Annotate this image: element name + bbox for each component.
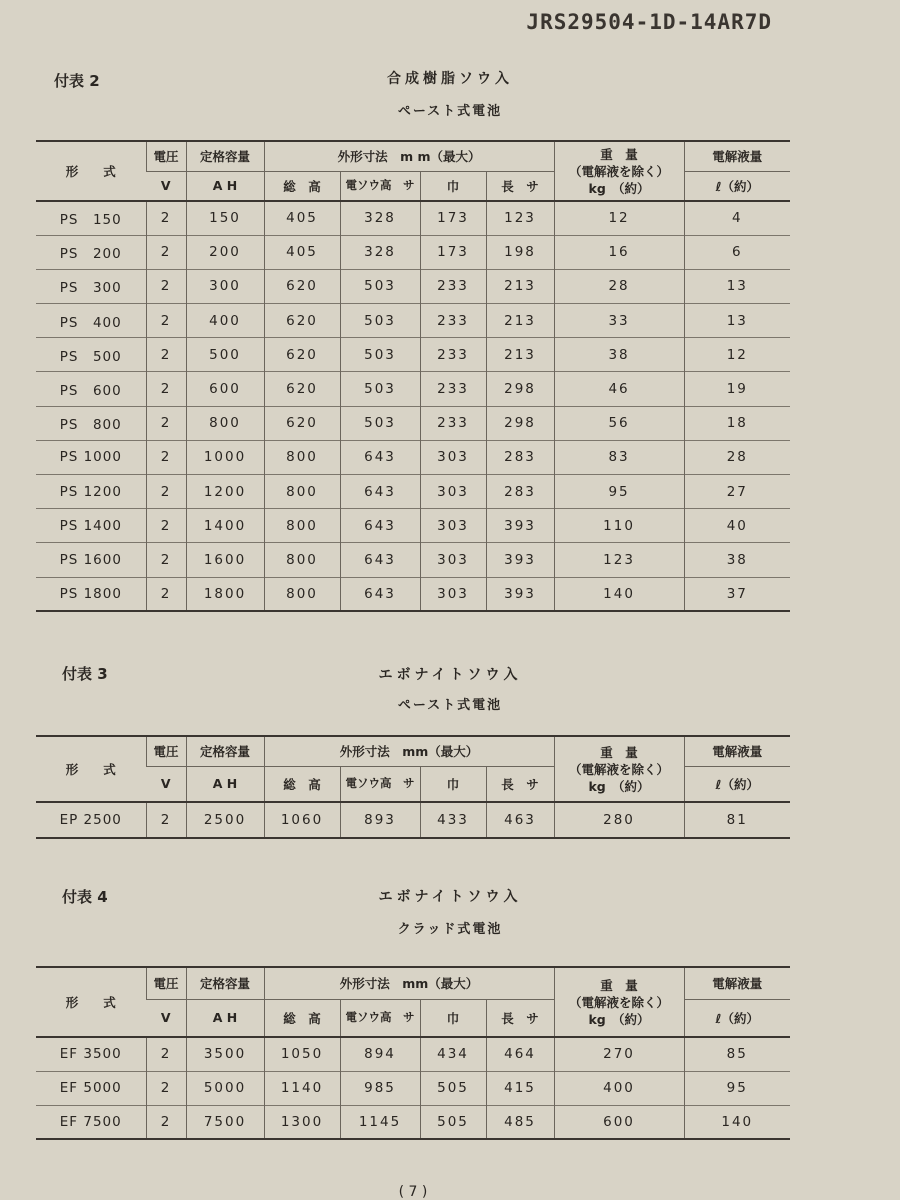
cell-electrolyte: 95 <box>684 1071 790 1105</box>
cell-electrolyte: 18 <box>684 406 790 440</box>
header-capacity-unit: A H <box>186 999 264 1037</box>
header-electrolyte: 電解液量 <box>684 736 790 766</box>
cell-width: 233 <box>420 269 486 303</box>
cell-voltage: 2 <box>146 304 186 338</box>
cell-total-height: 1050 <box>264 1037 340 1071</box>
cell-electrolyte: 6 <box>684 235 790 269</box>
cell-total-height: 1300 <box>264 1105 340 1139</box>
cell-model: PS 600 <box>36 372 146 406</box>
cell-case-height: 643 <box>340 440 420 474</box>
cell-case-height: 643 <box>340 577 420 611</box>
cell-capacity: 200 <box>186 235 264 269</box>
cell-width: 303 <box>420 577 486 611</box>
cell-width: 233 <box>420 304 486 338</box>
cell-voltage: 2 <box>146 440 186 474</box>
header-capacity-unit: A H <box>186 766 264 802</box>
header-total-height: 総 高 <box>264 171 340 201</box>
cell-electrolyte: 13 <box>684 304 790 338</box>
cell-electrolyte: 12 <box>684 338 790 372</box>
cell-weight: 123 <box>554 543 684 577</box>
cell-length: 213 <box>486 304 554 338</box>
cell-case-height: 643 <box>340 543 420 577</box>
header-weight <box>554 967 684 1037</box>
table-row <box>36 235 790 269</box>
table-title: エボナイトソウ入 <box>378 889 522 905</box>
cell-width: 303 <box>420 509 486 543</box>
cell-total-height: 1140 <box>264 1071 340 1105</box>
cell-electrolyte: 19 <box>684 372 790 406</box>
table-row <box>36 1105 790 1139</box>
cell-voltage: 2 <box>146 201 186 235</box>
cell-capacity: 1000 <box>186 440 264 474</box>
header-electrolyte-unit: ℓ（約） <box>684 999 790 1037</box>
table-row <box>36 1037 790 1071</box>
spec-table <box>36 140 790 612</box>
cell-case-height: 1145 <box>340 1105 420 1139</box>
cell-electrolyte: 27 <box>684 475 790 509</box>
table-title: エボナイトソウ入 <box>378 667 522 683</box>
cell-capacity: 1400 <box>186 509 264 543</box>
cell-length: 393 <box>486 509 554 543</box>
cell-capacity: 5000 <box>186 1071 264 1105</box>
cell-total-height: 620 <box>264 372 340 406</box>
cell-model: PS 400 <box>36 304 146 338</box>
cell-model: EF 7500 <box>36 1105 146 1139</box>
cell-model: PS 1800 <box>36 577 146 611</box>
cell-length: 213 <box>486 269 554 303</box>
cell-model: PS 150 <box>36 201 146 235</box>
cell-voltage: 2 <box>146 1037 186 1071</box>
cell-total-height: 800 <box>264 440 340 474</box>
cell-electrolyte: 28 <box>684 440 790 474</box>
cell-capacity: 1800 <box>186 577 264 611</box>
table-row <box>36 440 790 474</box>
cell-voltage: 2 <box>146 1071 186 1105</box>
table-row <box>36 577 790 611</box>
cell-width: 173 <box>420 235 486 269</box>
table-row <box>36 406 790 440</box>
cell-capacity: 600 <box>186 372 264 406</box>
cell-weight: 280 <box>554 802 684 838</box>
cell-voltage: 2 <box>146 1105 186 1139</box>
cell-length: 393 <box>486 577 554 611</box>
cell-model: EP 2500 <box>36 802 146 838</box>
cell-width: 303 <box>420 475 486 509</box>
cell-width: 173 <box>420 201 486 235</box>
header-weight: 重 量 <box>600 146 638 162</box>
cell-weight: 270 <box>554 1037 684 1071</box>
cell-case-height: 893 <box>340 802 420 838</box>
cell-case-height: 503 <box>340 338 420 372</box>
cell-capacity: 300 <box>186 269 264 303</box>
cell-weight: 33 <box>554 304 684 338</box>
table-row <box>36 338 790 372</box>
cell-weight: 140 <box>554 577 684 611</box>
cell-case-height: 985 <box>340 1071 420 1105</box>
header-electrolyte: 電解液量 <box>684 967 790 999</box>
cell-weight: 56 <box>554 406 684 440</box>
cell-length: 123 <box>486 201 554 235</box>
header-case-height: 電ソウ高 サ <box>340 999 420 1037</box>
header-dimensions: 外形寸法 m m（最大） <box>264 141 554 171</box>
cell-case-height: 503 <box>340 269 420 303</box>
cell-case-height: 503 <box>340 304 420 338</box>
table-row <box>36 201 790 235</box>
cell-electrolyte: 13 <box>684 269 790 303</box>
cell-model: PS 1200 <box>36 475 146 509</box>
header-model: 形 式 <box>36 736 146 802</box>
table-row <box>36 269 790 303</box>
table-subtitle: ペースト式電池 <box>397 698 503 713</box>
cell-length: 213 <box>486 338 554 372</box>
cell-model: EF 3500 <box>36 1037 146 1071</box>
cell-total-height: 800 <box>264 543 340 577</box>
table-row <box>36 372 790 406</box>
cell-capacity: 500 <box>186 338 264 372</box>
cell-total-height: 800 <box>264 509 340 543</box>
table-row <box>36 509 790 543</box>
cell-weight: 95 <box>554 475 684 509</box>
table-label: 付表 4 <box>62 888 108 906</box>
cell-total-height: 405 <box>264 201 340 235</box>
cell-capacity: 1200 <box>186 475 264 509</box>
cell-width: 233 <box>420 372 486 406</box>
cell-width: 303 <box>420 440 486 474</box>
cell-weight: 600 <box>554 1105 684 1139</box>
cell-length: 485 <box>486 1105 554 1139</box>
header-case-height: 電ソウ高 サ <box>340 171 420 201</box>
cell-voltage: 2 <box>146 269 186 303</box>
header-dimensions: 外形寸法 mm（最大） <box>264 967 554 999</box>
cell-capacity: 1600 <box>186 543 264 577</box>
cell-length: 283 <box>486 440 554 474</box>
cell-width: 233 <box>420 338 486 372</box>
header-weight-unit: kg （約） <box>588 1011 650 1027</box>
cell-model: PS 200 <box>36 235 146 269</box>
cell-model: EF 5000 <box>36 1071 146 1105</box>
spec-table <box>36 735 790 839</box>
header-weight: 重 量 <box>600 977 638 993</box>
cell-total-height: 620 <box>264 406 340 440</box>
header-voltage: 電圧 <box>146 736 186 766</box>
table-row <box>36 1071 790 1105</box>
header-voltage: 電圧 <box>146 141 186 171</box>
cell-case-height: 503 <box>340 372 420 406</box>
header-width: 巾 <box>420 171 486 201</box>
cell-electrolyte: 85 <box>684 1037 790 1071</box>
cell-weight: 110 <box>554 509 684 543</box>
cell-weight: 46 <box>554 372 684 406</box>
header-total-height: 総 高 <box>264 766 340 802</box>
cell-model: PS 1400 <box>36 509 146 543</box>
header-width: 巾 <box>420 999 486 1037</box>
header-voltage-unit: V <box>146 171 186 201</box>
cell-model: PS 1000 <box>36 440 146 474</box>
cell-electrolyte: 37 <box>684 577 790 611</box>
cell-voltage: 2 <box>146 577 186 611</box>
table-label: 付表 3 <box>62 665 108 683</box>
header-weight-unit: kg （約） <box>588 180 650 196</box>
page-number: ( 7 ) <box>398 1184 428 1200</box>
cell-electrolyte: 4 <box>684 201 790 235</box>
header-weight <box>554 736 684 802</box>
table-label: 付表 2 <box>54 72 100 90</box>
header-electrolyte-unit: ℓ（約） <box>684 171 790 201</box>
cell-capacity: 7500 <box>186 1105 264 1139</box>
cell-weight: 12 <box>554 201 684 235</box>
cell-length: 298 <box>486 372 554 406</box>
cell-case-height: 328 <box>340 201 420 235</box>
cell-total-height: 620 <box>264 269 340 303</box>
header-total-height: 総 高 <box>264 999 340 1037</box>
header-length: 長 サ <box>486 171 554 201</box>
cell-voltage: 2 <box>146 372 186 406</box>
cell-width: 233 <box>420 406 486 440</box>
header-weight-note: （電解液を除く） <box>569 163 670 179</box>
header-length: 長 サ <box>486 999 554 1037</box>
cell-capacity: 2500 <box>186 802 264 838</box>
document-id: JRS29504-1D-14AR7D <box>526 10 772 34</box>
cell-model: PS 1600 <box>36 543 146 577</box>
cell-length: 463 <box>486 802 554 838</box>
cell-voltage: 2 <box>146 475 186 509</box>
table-title: 合成樹脂ソウ入 <box>387 71 513 87</box>
cell-width: 303 <box>420 543 486 577</box>
header-weight-note: （電解液を除く） <box>568 761 669 777</box>
cell-model: PS 300 <box>36 269 146 303</box>
table-row <box>36 543 790 577</box>
cell-capacity: 3500 <box>186 1037 264 1071</box>
header-weight: 重 量 <box>600 744 638 760</box>
cell-case-height: 643 <box>340 475 420 509</box>
cell-width: 505 <box>420 1105 486 1139</box>
cell-total-height: 620 <box>264 304 340 338</box>
table-row <box>36 304 790 338</box>
cell-width: 433 <box>420 802 486 838</box>
cell-length: 283 <box>486 475 554 509</box>
table-subtitle: クラッド式電池 <box>397 922 503 937</box>
cell-weight: 16 <box>554 235 684 269</box>
cell-voltage: 2 <box>146 406 186 440</box>
cell-total-height: 620 <box>264 338 340 372</box>
table-subtitle: ペースト式電池 <box>397 104 503 119</box>
cell-electrolyte: 38 <box>684 543 790 577</box>
header-case-height: 電ソウ高 サ <box>340 766 420 802</box>
cell-voltage: 2 <box>146 509 186 543</box>
header-model: 形 式 <box>36 141 146 201</box>
header-weight <box>554 141 684 201</box>
table-row <box>36 802 790 838</box>
cell-length: 415 <box>486 1071 554 1105</box>
header-voltage: 電圧 <box>146 967 186 999</box>
cell-case-height: 503 <box>340 406 420 440</box>
cell-voltage: 2 <box>146 802 186 838</box>
cell-total-height: 1060 <box>264 802 340 838</box>
cell-case-height: 643 <box>340 509 420 543</box>
header-weight-unit: kg （約） <box>588 778 650 794</box>
cell-weight: 400 <box>554 1071 684 1105</box>
cell-model: PS 800 <box>36 406 146 440</box>
cell-total-height: 800 <box>264 475 340 509</box>
cell-capacity: 150 <box>186 201 264 235</box>
cell-case-height: 328 <box>340 235 420 269</box>
header-width: 巾 <box>420 766 486 802</box>
cell-width: 505 <box>420 1071 486 1105</box>
cell-total-height: 405 <box>264 235 340 269</box>
header-voltage-unit: V <box>146 766 186 802</box>
table-row <box>36 475 790 509</box>
header-capacity-unit: A H <box>186 171 264 201</box>
cell-weight: 38 <box>554 338 684 372</box>
cell-capacity: 800 <box>186 406 264 440</box>
cell-length: 464 <box>486 1037 554 1071</box>
header-electrolyte: 電解液量 <box>684 141 790 171</box>
cell-voltage: 2 <box>146 338 186 372</box>
cell-case-height: 894 <box>340 1037 420 1071</box>
cell-capacity: 400 <box>186 304 264 338</box>
header-capacity: 定格容量 <box>186 967 264 999</box>
header-length: 長 サ <box>486 766 554 802</box>
header-voltage-unit: V <box>146 999 186 1037</box>
cell-weight: 28 <box>554 269 684 303</box>
cell-voltage: 2 <box>146 543 186 577</box>
cell-electrolyte: 40 <box>684 509 790 543</box>
cell-length: 298 <box>486 406 554 440</box>
header-weight-note: （電解液を除く） <box>568 994 669 1010</box>
header-model: 形 式 <box>36 967 146 1037</box>
cell-weight: 83 <box>554 440 684 474</box>
cell-total-height: 800 <box>264 577 340 611</box>
header-capacity: 定格容量 <box>186 736 264 766</box>
cell-electrolyte: 81 <box>684 802 790 838</box>
header-capacity: 定格容量 <box>186 141 264 171</box>
spec-table <box>36 966 790 1140</box>
cell-model: PS 500 <box>36 338 146 372</box>
header-dimensions: 外形寸法 mm（最大） <box>264 736 554 766</box>
cell-length: 393 <box>486 543 554 577</box>
cell-electrolyte: 140 <box>684 1105 790 1139</box>
cell-length: 198 <box>486 235 554 269</box>
cell-width: 434 <box>420 1037 486 1071</box>
header-electrolyte-unit: ℓ（約） <box>684 766 790 802</box>
cell-voltage: 2 <box>146 235 186 269</box>
